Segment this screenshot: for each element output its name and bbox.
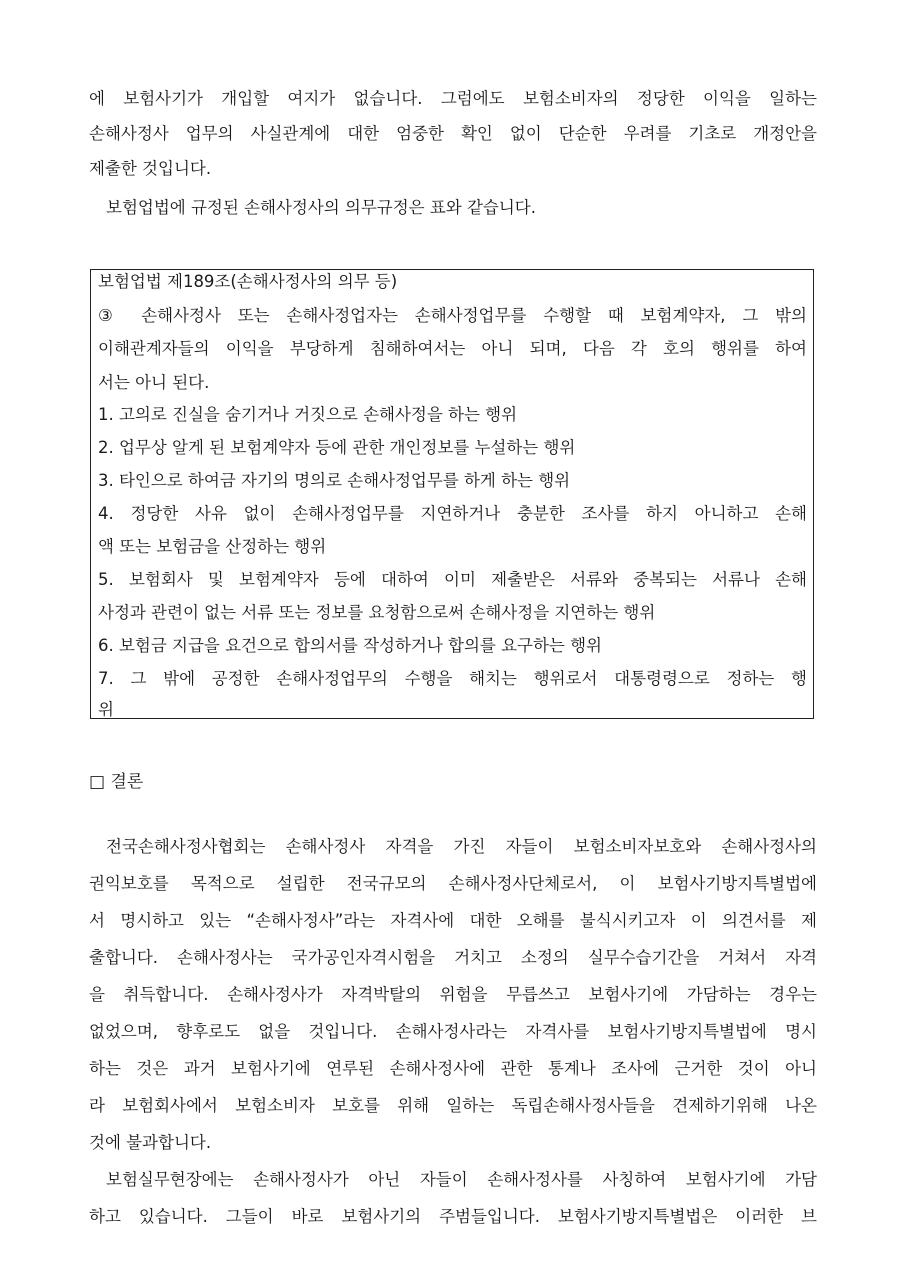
section-heading-conclusion: □ 결론: [89, 772, 144, 792]
law-box-title: 보험업법 제189조(손해사정사의 의무 등): [98, 272, 398, 291]
conclusion-line: 하는 것은 과거 보험사기에 연루된 손해사정사에 관한 통계나 조사에 근거한 것이 아니: [89, 1059, 817, 1078]
conclusion-line: 라 보험회사에서 보험소비자 보호를 위해 일하는 독립손해사정사들을 견제하기위해 나온: [89, 1096, 817, 1115]
law-box-item: 위: [98, 700, 114, 719]
conclusion-line: 권익보호를 목적으로 설립한 전국규모의 손해사정사단체로서, 이 보험사기방지특별법에: [89, 874, 817, 893]
law-box-item: 1. 고의로 진실을 숨기거나 거짓으로 손해사정을 하는 행위: [98, 405, 518, 424]
law-box-line: ③ 손해사정사 또는 손해사정업자는 손해사정업무를 수행할 때 보험계약자, 그 밖의: [98, 306, 807, 325]
intro-line: 보험업법에 규정된 손해사정사의 의무규정은 표와 같습니다.: [106, 198, 536, 217]
conclusion-line: 서 명시하고 있는 “손해사정사”라는 자격사에 대한 오해를 불식시키고자 이 의견서를 제: [89, 911, 817, 930]
law-box-item: 7. 그 밖에 공정한 손해사정업무의 수행을 해치는 행위로서 대통령령으로 정하는 행: [98, 669, 807, 688]
conclusion-line: 것에 불과합니다.: [89, 1133, 212, 1152]
conclusion-line: 전국손해사정사협회는 손해사정사 자격을 가진 자들이 보험소비자보호와 손해사정사의: [106, 837, 817, 856]
law-box-item: 3. 타인으로 하여금 자기의 명의로 손해사정업무를 하게 하는 행위: [98, 471, 571, 490]
conclusion-line: 보험실무현장에는 손해사정사가 아닌 자들이 손해사정사를 사칭하여 보험사기에 가담: [106, 1170, 817, 1189]
law-box-item: 액 또는 보험금을 산정하는 행위: [98, 537, 327, 556]
conclusion-line: 없었으며, 향후로도 없을 것입니다. 손해사정사라는 자격사를 보험사기방지특별법에 명시: [89, 1022, 817, 1041]
intro-line: 손해사정사 업무의 사실관계에 대한 엄중한 확인 없이 단순한 우려를 기초로 개정안을: [89, 124, 817, 143]
law-box-item: 4. 정당한 사유 없이 손해사정업무를 지연하거나 충분한 조사를 하지 아니하고 손해: [98, 504, 807, 523]
law-box-line: 서는 아니 된다.: [98, 373, 210, 392]
law-box-item: 5. 보험회사 및 보험계약자 등에 대하여 이미 제출받은 서류와 중복되는 서류나 손해: [98, 570, 807, 589]
law-box-item: 6. 보험금 지급을 요건으로 합의서를 작성하거나 합의를 요구하는 행위: [98, 636, 602, 655]
conclusion-line: 출합니다. 손해사정사는 국가공인자격시험을 거치고 소정의 실무수습기간을 거쳐서 자격: [89, 948, 817, 967]
law-box-item: 사정과 관련이 없는 서류 또는 정보를 요청함으로써 손해사정을 지연하는 행위: [98, 603, 656, 622]
law-box-item: 2. 업무상 알게 된 보험계약자 등에 관한 개인정보를 누설하는 행위: [98, 438, 576, 457]
law-box-line: 이해관계자들의 이익을 부당하게 침해하여서는 아니 되며, 다음 각 호의 행위를 하여: [98, 339, 807, 358]
intro-line: 에 보험사기가 개입할 여지가 없습니다. 그럼에도 보험소비자의 정당한 이익을 일하는: [89, 89, 817, 108]
conclusion-line: 을 취득합니다. 손해사정사가 자격박탈의 위험을 무릅쓰고 보험사기에 가담하는 경우는: [89, 985, 817, 1004]
intro-line: 제출한 것입니다.: [89, 159, 212, 178]
conclusion-line: 하고 있습니다. 그들이 바로 보험사기의 주범들입니다. 보험사기방지특별법은 이러한 브: [89, 1207, 817, 1226]
